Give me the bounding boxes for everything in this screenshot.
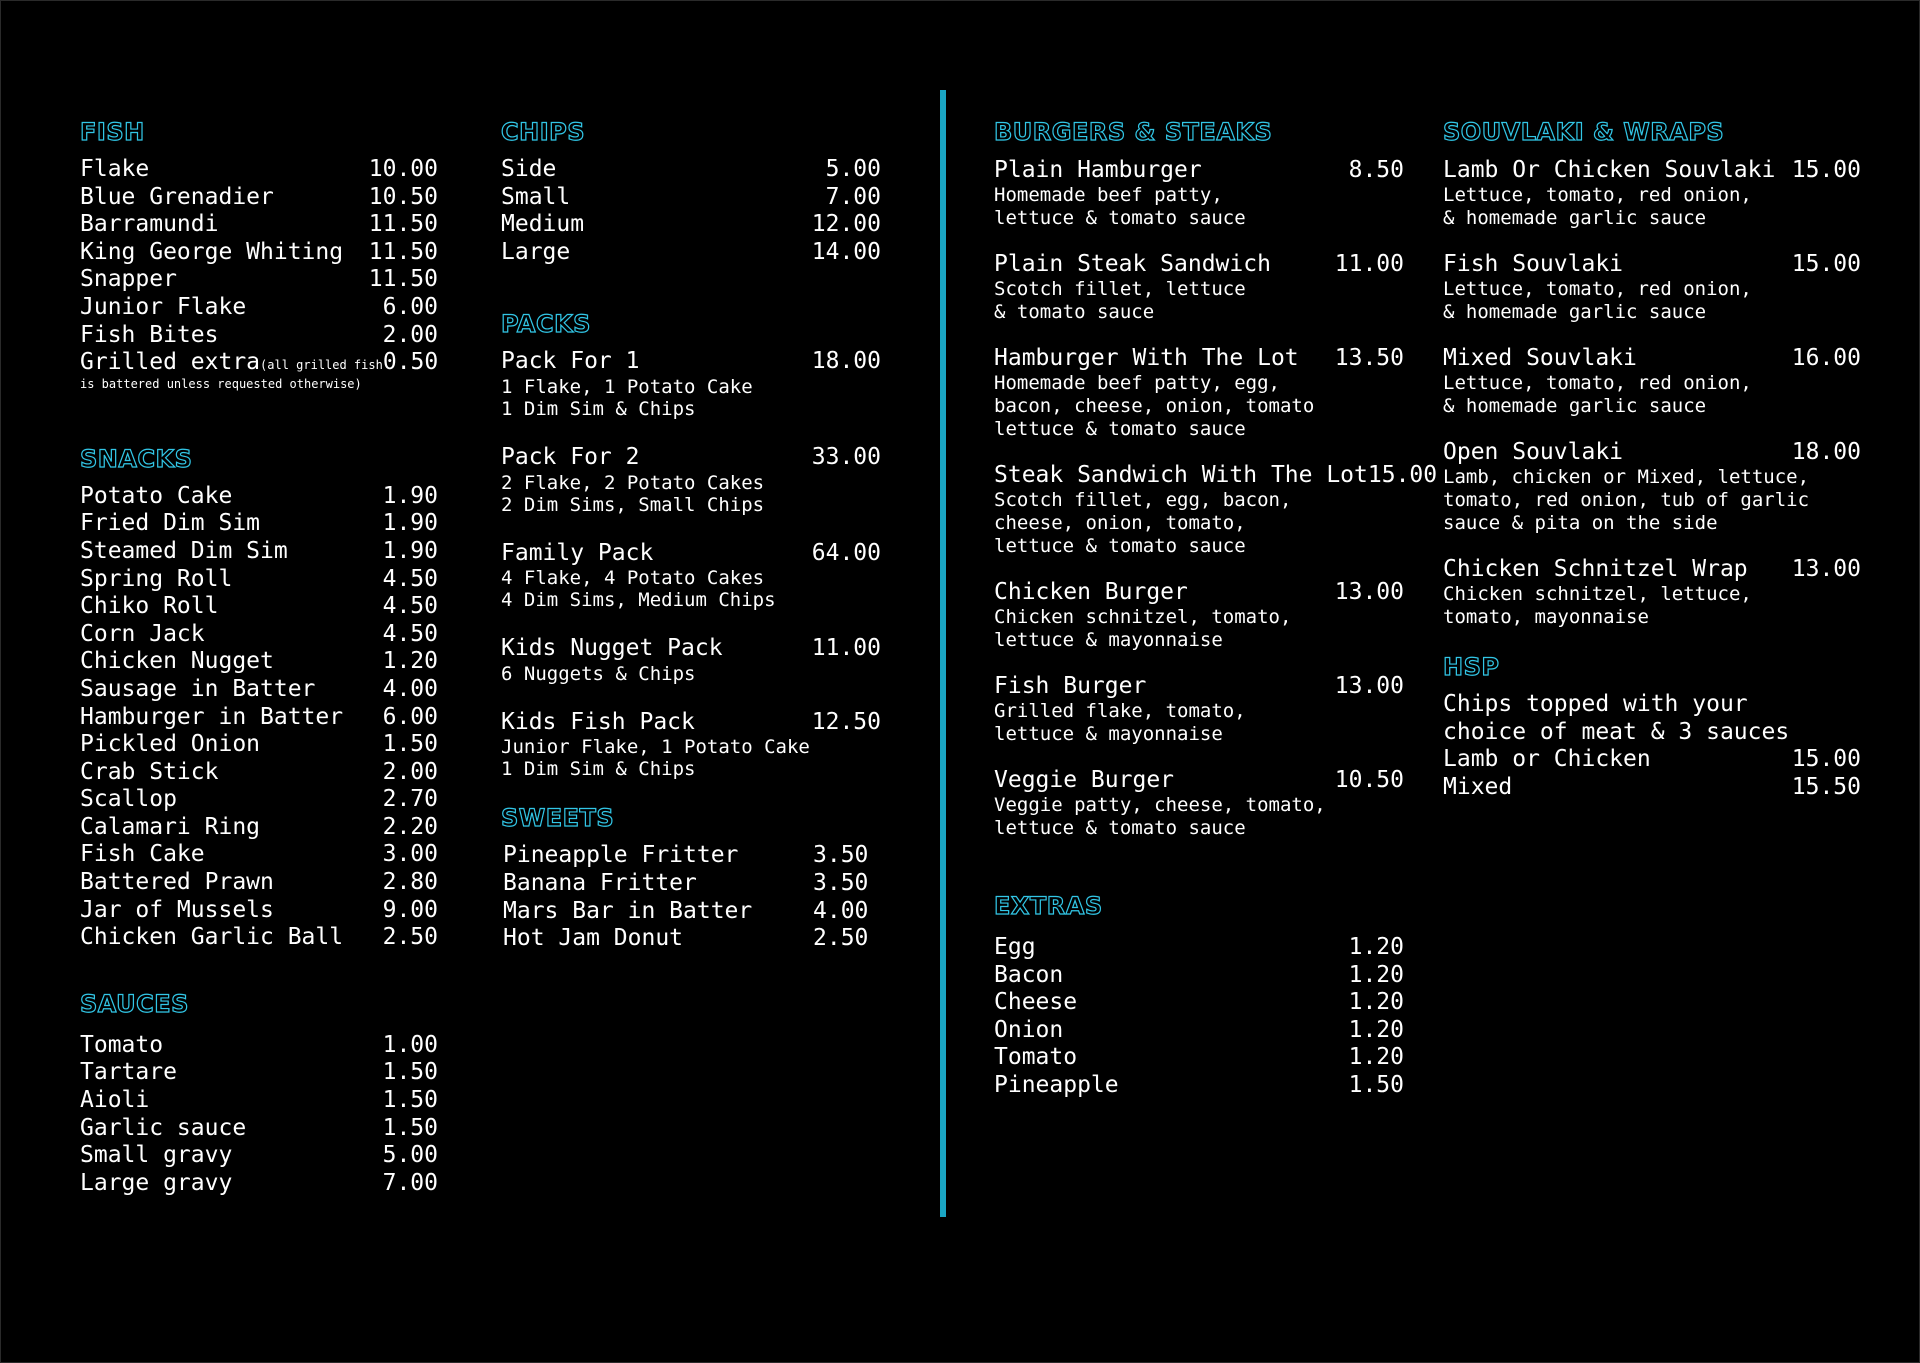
menu-item-description: Grilled flake, tomato, — [994, 700, 1246, 722]
menu-item-row — [994, 344, 1404, 372]
menu-item-name: Aioli — [80, 1087, 150, 1114]
menu-item-name: Side — [501, 156, 557, 182]
extras-section — [994, 892, 1404, 1100]
menu-item-row — [501, 709, 881, 737]
packs-section — [501, 310, 881, 780]
menu-item-name: Cheese — [994, 989, 1078, 1016]
menu-item-price: 15.00 — [1791, 251, 1861, 277]
menu-item-row — [501, 870, 873, 898]
menu-item-row — [80, 814, 438, 842]
snacks-section — [80, 445, 438, 952]
menu-item-row — [80, 239, 438, 267]
menu-item-price: 7.00 — [825, 183, 881, 210]
menu-item-price: 64.00 — [811, 539, 881, 566]
menu-item-name: Snapper — [80, 266, 177, 293]
menu-item-description: 2 Flake, 2 Potato Cakes — [501, 471, 765, 494]
menu-item-name: Open Souvlaki — [1443, 439, 1624, 465]
grilled-note-continued: is battered unless requested otherwise) — [80, 376, 362, 391]
menu-item-row — [80, 294, 438, 322]
menu-item — [1443, 250, 1861, 324]
menu-item — [994, 672, 1404, 746]
menu-item-row — [501, 635, 881, 663]
sweets-section — [501, 804, 881, 952]
menu-item-price: 1.20 — [1348, 1044, 1404, 1071]
menu-item-name: Barramundi — [80, 211, 219, 238]
fish-section — [80, 118, 438, 393]
menu-item-price: 15.00 — [1367, 462, 1438, 488]
chips-list — [501, 156, 881, 266]
hsp-description-line: choice of meat & 3 sauces — [1443, 718, 1790, 745]
burgers-section — [994, 118, 1438, 840]
menu-item-price: 10.50 — [368, 183, 438, 210]
menu-item-price: 4.00 — [813, 897, 869, 924]
menu-item-description: & homemade garlic sauce — [1443, 395, 1707, 417]
menu-item-description: bacon, cheese, onion, tomato — [994, 395, 1315, 417]
fish-list — [80, 156, 438, 349]
menu-item-row — [994, 672, 1404, 700]
menu-item-name: Pickled Onion — [80, 731, 261, 758]
menu-item-description: lettuce & tomato sauce — [994, 418, 1246, 440]
menu-item-name: Hamburger With The Lot — [994, 345, 1299, 371]
burgers-heading: BURGERS & STEAKS — [994, 118, 1273, 146]
menu-item-price: 10.00 — [368, 156, 438, 182]
menu-item-name: Chicken Schnitzel Wrap — [1443, 556, 1748, 582]
menu-item-name: Lamb or Chicken — [1443, 746, 1651, 773]
menu-item-description: 1 Flake, 1 Potato Cake — [501, 375, 753, 398]
menu-item-name: Fried Dim Sim — [80, 510, 261, 537]
menu-item-row — [80, 704, 438, 732]
menu-item-price: 1.00 — [382, 1031, 438, 1058]
menu-item-price: 16.00 — [1791, 345, 1861, 371]
menu-item-price: 7.00 — [382, 1169, 438, 1196]
hsp-section — [1443, 653, 1861, 801]
menu-item-row — [80, 648, 438, 676]
menu-item — [1443, 344, 1861, 418]
menu-item-name: Battered Prawn — [80, 869, 274, 896]
menu-item-row — [1443, 746, 1861, 774]
menu-item-price: 11.50 — [368, 238, 438, 265]
menu-item-price: 33.00 — [811, 443, 881, 470]
menu-item-name: Small — [501, 183, 571, 210]
menu-item-row — [501, 348, 881, 376]
menu-item-name: Kids Nugget Pack — [501, 635, 723, 662]
menu-item-row — [994, 962, 1404, 990]
menu-item-name: Tartare — [80, 1059, 177, 1086]
menu-item-name: Chicken Burger — [994, 579, 1188, 605]
menu-item-price: 11.00 — [1334, 251, 1404, 277]
menu-item-name: Scallop — [80, 786, 177, 813]
menu-item-price: 11.00 — [811, 635, 881, 662]
hsp-heading: HSP — [1443, 653, 1500, 681]
menu-item-name: Flake — [80, 156, 150, 182]
menu-item-price: 12.00 — [811, 211, 881, 238]
menu-item-name: Chicken Garlic Ball — [80, 924, 344, 951]
menu-item-description: lettuce & tomato sauce — [994, 207, 1246, 229]
menu-item-row — [80, 841, 438, 869]
menu-item-row — [80, 483, 438, 511]
menu-item-row — [80, 211, 438, 239]
menu-item-row — [80, 621, 438, 649]
menu-item-name: Fish Burger — [994, 673, 1147, 699]
menu-item-name: Fish Bites — [80, 321, 219, 348]
menu-item-name: Lamb Or Chicken Souvlaki — [1443, 157, 1776, 183]
menu-item-description: Lettuce, tomato, red onion, — [1443, 184, 1752, 206]
menu-item-price: 3.50 — [813, 869, 869, 896]
column-chips-packs-sweets — [501, 118, 881, 953]
menu-item-row — [1443, 555, 1861, 583]
menu-item-description: 2 Dim Sims, Small Chips — [501, 493, 765, 516]
menu-item-row — [1443, 250, 1861, 278]
menu-item-description: lettuce & tomato sauce — [994, 817, 1246, 839]
menu-item-description: & tomato sauce — [994, 301, 1155, 323]
menu-item-name: Steamed Dim Sim — [80, 537, 288, 564]
menu-item — [1443, 156, 1861, 230]
menu-item-description: 4 Flake, 4 Potato Cakes — [501, 567, 765, 590]
menu-item-price: 12.50 — [811, 708, 881, 735]
menu-item-description: 4 Dim Sims, Medium Chips — [501, 589, 776, 612]
menu-item-description: Chicken schnitzel, lettuce, — [1443, 583, 1752, 605]
menu-item-description: Lamb, chicken or Mixed, lettuce, — [1443, 466, 1810, 488]
menu-item — [501, 444, 881, 516]
menu-item-row — [80, 1170, 438, 1198]
menu-item-description: Lettuce, tomato, red onion, — [1443, 278, 1752, 300]
sauces-list — [80, 1032, 438, 1198]
menu-item-price: 4.50 — [382, 620, 438, 647]
menu-item-name: Bacon — [994, 961, 1064, 988]
menu-item-name: Corn Jack — [80, 620, 205, 647]
menu-item-price: 1.50 — [382, 731, 438, 758]
menu-item-price: 1.50 — [382, 1087, 438, 1114]
menu-item-price: 5.00 — [382, 1142, 438, 1169]
menu-item-price: 1.20 — [382, 648, 438, 675]
souvlaki-section — [1443, 118, 1861, 629]
menu-item-name: Crab Stick — [80, 758, 219, 785]
menu-item-description: lettuce & mayonnaise — [994, 723, 1223, 745]
menu-item-name: Family Pack — [501, 539, 654, 566]
chips-section — [501, 118, 881, 266]
menu-item-row — [994, 934, 1404, 962]
menu-item-name: Jar of Mussels — [80, 896, 274, 923]
menu-item-row — [80, 1059, 438, 1087]
menu-item-row — [501, 842, 873, 870]
menu-item-name: Blue Grenadier — [80, 183, 274, 210]
menu-item-name: Veggie Burger — [994, 767, 1175, 793]
menu-item-name: Tomato — [80, 1031, 164, 1058]
menu-item-price: 13.00 — [1334, 673, 1404, 699]
menu-item-price: 1.50 — [382, 1059, 438, 1086]
menu-item-price: 1.20 — [1348, 934, 1404, 960]
menu-item-name: Pineapple Fritter — [503, 842, 739, 869]
menu-item-name: Spring Roll — [80, 565, 233, 592]
menu-item-price: 2.00 — [382, 321, 438, 348]
menu-item-description: lettuce & tomato sauce — [994, 535, 1246, 557]
menu-item-price: 2.00 — [382, 758, 438, 785]
menu-item-name: Egg — [994, 934, 1036, 960]
grilled-note: (all grilled fish — [260, 358, 383, 373]
menu-item-row — [994, 461, 1438, 489]
menu-item — [501, 709, 881, 781]
hsp-list — [1443, 746, 1861, 801]
extras-heading: EXTRAS — [994, 892, 1103, 920]
menu-item-price: 4.00 — [382, 675, 438, 702]
extras-list — [994, 934, 1404, 1100]
menu-item-name: Hamburger in Batter — [80, 703, 344, 730]
menu-item-name: Junior Flake — [80, 293, 247, 320]
fish-heading: FISH — [80, 118, 145, 146]
menu-item-name: Mars Bar in Batter — [503, 897, 753, 924]
menu-item-name: King George Whiting — [80, 238, 344, 265]
menu-item-row — [994, 989, 1404, 1017]
menu-item-row — [80, 538, 438, 566]
menu-item-price: 13.00 — [1791, 556, 1861, 582]
menu-item-description: tomato, mayonnaise — [1443, 606, 1649, 628]
menu-item-description: tomato, red onion, tub of garlic — [1443, 489, 1810, 511]
menu-item — [994, 766, 1404, 840]
menu-item-row — [80, 786, 438, 814]
menu-item-name: Fish Cake — [80, 841, 205, 868]
hsp-description-line: Chips topped with your — [1443, 691, 1748, 717]
menu-item-row — [994, 578, 1404, 606]
menu-item-row — [80, 1087, 438, 1115]
menu-item-name: Large gravy — [80, 1169, 233, 1196]
menu-item — [994, 250, 1404, 324]
menu-item-name: Pineapple — [994, 1071, 1119, 1098]
menu-item-price: 3.00 — [382, 841, 438, 868]
menu-item — [994, 156, 1404, 230]
menu-item-description: lettuce & mayonnaise — [994, 629, 1223, 651]
menu-item — [501, 635, 881, 685]
menu-item-row — [80, 869, 438, 897]
menu-item-description: Scotch fillet, lettuce — [994, 278, 1246, 300]
menu-item-price: 8.50 — [1348, 157, 1404, 183]
menu-item — [994, 344, 1404, 441]
menu-item-row — [80, 731, 438, 759]
menu-item-row — [80, 510, 438, 538]
menu-item-price: 15.00 — [1791, 157, 1861, 183]
menu-item-price: 1.20 — [1348, 989, 1404, 1016]
menu-item-price: 1.20 — [1348, 961, 1404, 988]
menu-item-row — [501, 925, 873, 953]
menu-item-row — [80, 1142, 438, 1170]
menu-item-row — [1443, 438, 1861, 466]
menu-item-name: Pack For 2 — [501, 443, 640, 470]
column-souvlaki-hsp — [1443, 118, 1861, 801]
menu-item-price: 1.20 — [1348, 1016, 1404, 1043]
menu-item-price: 2.80 — [382, 869, 438, 896]
menu-item-description: Veggie patty, cheese, tomato, — [994, 794, 1326, 816]
menu-item-price: 11.50 — [368, 211, 438, 238]
menu-item-name: Sausage in Batter — [80, 675, 316, 702]
column-fish-snacks-sauces — [80, 118, 438, 1197]
column-burgers-extras — [994, 118, 1438, 1100]
snacks-list — [80, 483, 438, 952]
menu-item-name: Banana Fritter — [503, 869, 697, 896]
packs-list — [501, 348, 881, 780]
menu-item-row — [80, 924, 438, 952]
sweets-heading: SWEETS — [501, 804, 615, 833]
menu-item-price: 5.00 — [825, 156, 881, 182]
menu-item-price: 6.00 — [382, 703, 438, 730]
menu-item-name: Mixed — [1443, 773, 1513, 800]
burgers-list — [994, 156, 1438, 840]
menu-item-price: 13.50 — [1334, 345, 1404, 371]
menu-item-row — [1443, 156, 1861, 184]
menu-item-price: 2.50 — [813, 925, 869, 952]
menu-item-row — [994, 250, 1404, 278]
menu-item — [1443, 555, 1861, 629]
menu-item-price: 2.20 — [382, 813, 438, 840]
menu-item-name: Chicken Nugget — [80, 648, 274, 675]
snacks-heading: SNACKS — [80, 444, 193, 473]
menu-item-name: Plain Steak Sandwich — [994, 251, 1271, 277]
chips-heading: CHIPS — [501, 118, 586, 146]
menu-item-description: cheese, onion, tomato, — [994, 512, 1246, 534]
menu-item-price: 15.00 — [1791, 746, 1861, 773]
menu-item-row — [994, 156, 1404, 184]
menu-item-name: Plain Hamburger — [994, 157, 1202, 183]
menu-item-row — [1443, 344, 1861, 372]
menu-item-description: 6 Nuggets & Chips — [501, 662, 696, 685]
menu-item-row — [501, 540, 881, 568]
menu-item-price: 1.90 — [382, 482, 438, 509]
menu-item-row — [994, 1072, 1404, 1100]
menu-item-row — [80, 322, 438, 350]
menu-item-name: Pack For 1 — [501, 348, 640, 375]
souvlaki-list — [1443, 156, 1861, 629]
menu-item-price: 10.50 — [1334, 767, 1404, 793]
menu-item-description: & homemade garlic sauce — [1443, 207, 1707, 229]
menu-item-price: 1.90 — [382, 537, 438, 564]
menu-item-description: Junior Flake, 1 Potato Cake — [501, 736, 810, 759]
menu-item-row — [80, 1115, 438, 1143]
sweets-list — [501, 842, 881, 952]
menu-item-row — [80, 593, 438, 621]
menu-item-row — [501, 898, 873, 926]
menu-item-name: Steak Sandwich With The Lot — [994, 462, 1368, 488]
menu-item-name: Small gravy — [80, 1142, 233, 1169]
grilled-extra-label: Grilled extra(all grilled fish — [80, 349, 383, 376]
menu-item-price: 1.50 — [382, 1114, 438, 1141]
menu-item-row — [80, 184, 438, 212]
menu-item-description: Scotch fillet, egg, bacon, — [994, 489, 1292, 511]
menu-item-price: 9.00 — [382, 896, 438, 923]
sauces-heading: SAUCES — [80, 989, 189, 1018]
menu-item-row — [994, 1044, 1404, 1072]
menu-item-name: Hot Jam Donut — [503, 925, 684, 952]
menu-item-description: sauce & pita on the side — [1443, 512, 1718, 534]
menu-item-description: Chicken schnitzel, tomato, — [994, 606, 1292, 628]
menu-item-price: 3.50 — [813, 842, 869, 869]
menu-item-row — [80, 1032, 438, 1060]
menu-item-row — [501, 239, 881, 267]
packs-heading: PACKS — [501, 310, 591, 339]
menu-item-name: Potato Cake — [80, 482, 233, 509]
menu-item-price: 13.00 — [1334, 579, 1404, 605]
grilled-extra-row — [80, 349, 438, 377]
souvlaki-heading: SOUVLAKI & WRAPS — [1443, 118, 1725, 146]
menu-item-price: 14.00 — [811, 238, 881, 265]
menu-item-name: Calamari Ring — [80, 813, 261, 840]
menu-item-description: & homemade garlic sauce — [1443, 301, 1707, 323]
menu-item — [501, 348, 881, 420]
column-divider — [940, 90, 946, 1217]
menu-item-row — [501, 184, 881, 212]
menu-item-price: 2.50 — [382, 924, 438, 951]
menu-item-row — [501, 156, 881, 184]
menu-item-row — [994, 766, 1404, 794]
grilled-extra-price: 0.50 — [382, 349, 439, 376]
menu-item-price: 1.50 — [1348, 1071, 1404, 1098]
menu-item-name: Large — [501, 238, 571, 265]
menu-item — [994, 461, 1438, 558]
menu-item-row — [80, 566, 438, 594]
menu-item-price: 4.50 — [382, 593, 438, 620]
menu-item — [1443, 438, 1861, 535]
menu-item-price: 1.90 — [382, 510, 438, 537]
menu-item-price: 18.00 — [1791, 439, 1861, 465]
menu-item-row — [80, 897, 438, 925]
menu-item-price: 18.00 — [811, 348, 881, 375]
menu-item-row — [80, 266, 438, 294]
menu-item-description: 1 Dim Sim & Chips — [501, 397, 696, 420]
menu-item-row — [501, 211, 881, 239]
menu-item-name: Mixed Souvlaki — [1443, 345, 1637, 371]
menu-item-name: Chiko Roll — [80, 593, 219, 620]
menu-item-description: Homemade beef patty, — [994, 184, 1223, 206]
menu-item — [501, 540, 881, 612]
menu-item-description: 1 Dim Sim & Chips — [501, 758, 696, 781]
menu-item-name: Onion — [994, 1016, 1064, 1043]
menu-item-price: 15.50 — [1791, 773, 1861, 800]
menu-item-price: 4.50 — [382, 565, 438, 592]
menu-item-row — [501, 444, 881, 472]
menu-item-name: Fish Souvlaki — [1443, 251, 1624, 277]
menu-item-name: Garlic sauce — [80, 1114, 247, 1141]
menu-item-description: Lettuce, tomato, red onion, — [1443, 372, 1752, 394]
menu-item-name: Kids Fish Pack — [501, 708, 695, 735]
menu-item-row — [1443, 774, 1861, 802]
menu-item-row — [80, 759, 438, 787]
menu-item-price: 11.50 — [368, 266, 438, 293]
menu-item-row — [80, 156, 438, 184]
menu-item-name: Tomato — [994, 1044, 1078, 1071]
menu-item-description: Homemade beef patty, egg, — [994, 372, 1280, 394]
menu-item-row — [80, 676, 438, 704]
sauces-section — [80, 990, 438, 1198]
menu-item-price: 6.00 — [382, 293, 438, 320]
menu-item-name: Medium — [501, 211, 585, 238]
menu-item-price: 2.70 — [382, 786, 438, 813]
menu-item-row — [994, 1017, 1404, 1045]
menu-item — [994, 578, 1404, 652]
